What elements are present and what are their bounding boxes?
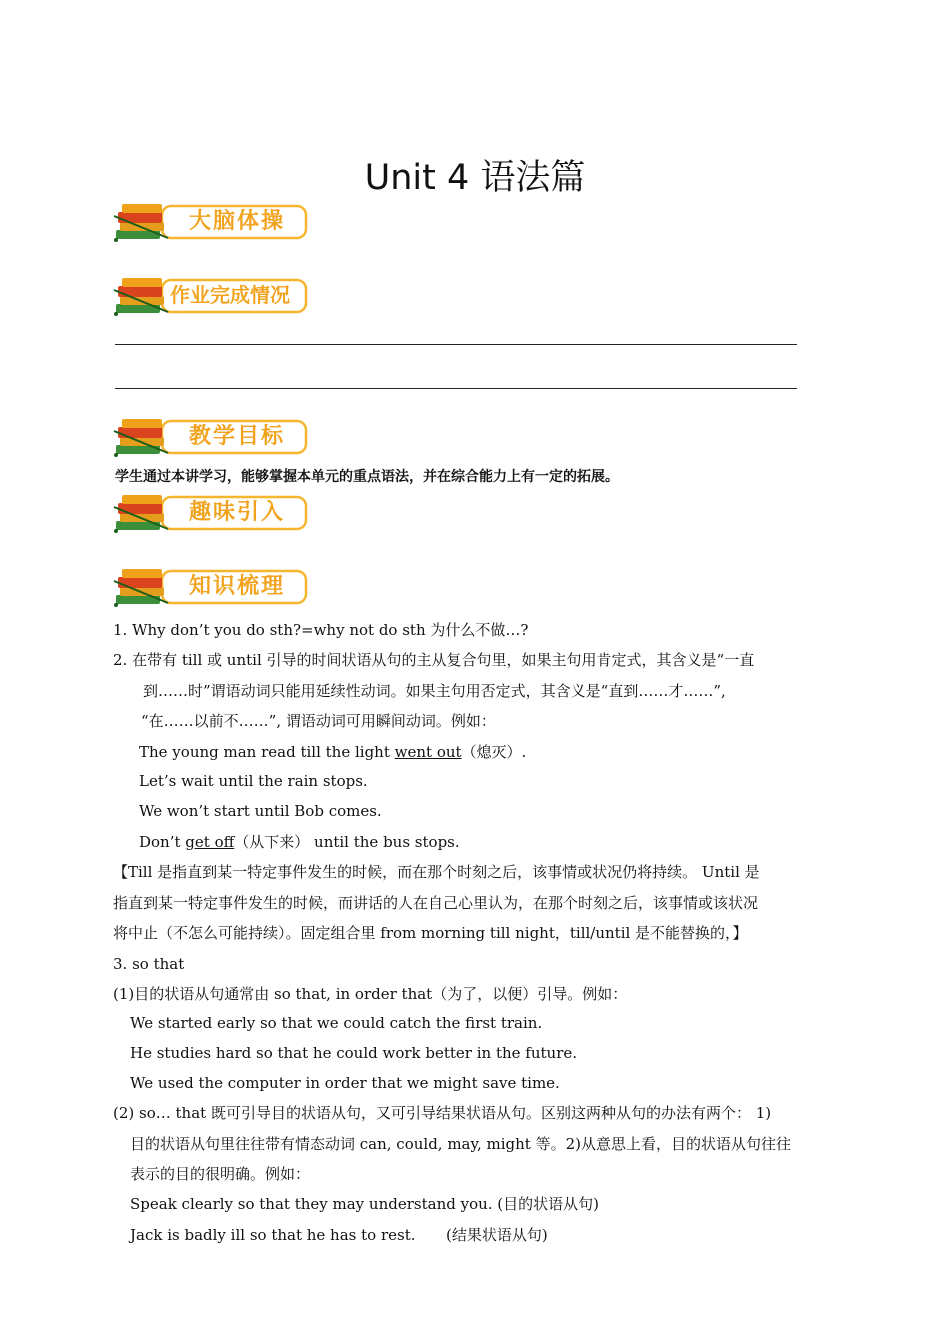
item-2-line-3: “在……以前不……”, 谓语动词可用瞬间动词。例如： — [141, 712, 496, 730]
section-badge-goal — [112, 413, 312, 463]
example-1 — [139, 742, 526, 762]
answer-line — [115, 388, 797, 389]
sentence-5: Jack is badly ill so that he has to rest. — [130, 1226, 416, 1244]
example-4-pre: Don’t — [139, 833, 186, 851]
example-1-pre: The young man read till the light — [139, 743, 395, 761]
sentence-5-label: (结果状语从句) — [446, 1226, 548, 1244]
item-1: 1. Why don’t you do sth?=why not do sth 为什么不做…? — [113, 621, 529, 639]
example-1-underlined: went out — [394, 743, 462, 761]
section-label-knowledge: 知识梳理 — [188, 573, 285, 599]
section-label-homework: 作业完成情况 — [170, 282, 290, 307]
point-1: (1)目的状语从句通常由 so that, in order that（为了，以便）引导。例如： — [113, 985, 628, 1003]
example-4-post: （从下来） until the bus stops. — [234, 833, 460, 851]
item-2-line-1: 2. 在带有 till 或 until 引导的时间状语从句的主从复合句里，如果主句用肯定式，其含义是“一直 — [113, 651, 755, 669]
point-2-line-3: 表示的目的很明确。例如： — [130, 1165, 311, 1183]
item-2-line-2: 到……时”谓语动词只能用延续性动词。如果主句用否定式，其含义是“直到……才……”, — [143, 682, 726, 700]
section-label-goal: 教学目标 — [188, 423, 285, 449]
note-line-2: 指直到某一特定事件发生的时候，而讲话的人在自己心里认为，在那个时刻之后，该事情或该状况 — [113, 894, 759, 912]
section-label-brain: 大脑体操 — [188, 208, 285, 234]
sentence-1: We started early so that we could catch the first train. — [130, 1014, 543, 1032]
example-3: We won’t start until Bob comes. — [139, 802, 382, 820]
sentence-4: Speak clearly so that they may understand you. (目的状语从句) — [130, 1195, 599, 1213]
example-1-post: （熄灭）. — [461, 743, 527, 761]
answer-line — [115, 344, 797, 345]
point-2-line-1: (2) so… that 既可引导目的状语从句，又可引导结果状语从句。区别这两种从句的办法有两个： 1) — [113, 1104, 772, 1122]
section-badge-homework — [112, 272, 312, 322]
example-4 — [139, 832, 460, 852]
note-line-1: 【Till 是指直到某一特定事件发生的时候，而在那个时刻之后，该事情或状况仍将持续。 Until 是 — [113, 863, 760, 881]
sentence-2: He studies hard so that he could work better in the future. — [130, 1044, 578, 1062]
section-badge-intro — [112, 489, 312, 539]
section-label-intro: 趣味引入 — [188, 499, 285, 525]
point-2-line-2: 目的状语从句里往往带有情态动词 can, could, may, might 等。2)从意思上看，目的状语从句往往 — [130, 1135, 791, 1153]
goal-text: 学生通过本讲学习，能够掌握本单元的重点语法，并在综合能力上有一定的拓展。 — [115, 469, 619, 485]
section-badge-brain — [112, 198, 312, 248]
item-3: 3. so that — [113, 955, 185, 973]
note-line-3: 将中止（不怎么可能持续）。固定组合里 from morning till night，till/until 是不能替换的，】 — [113, 924, 748, 942]
example-4-underlined: get off — [185, 833, 235, 851]
page-title: Unit 4 语法篇 — [364, 158, 586, 198]
example-2: Let’s wait until the rain stops. — [139, 772, 368, 790]
sentence-3: We used the computer in order that we might save time. — [130, 1074, 560, 1092]
section-badge-knowledge — [112, 563, 312, 613]
